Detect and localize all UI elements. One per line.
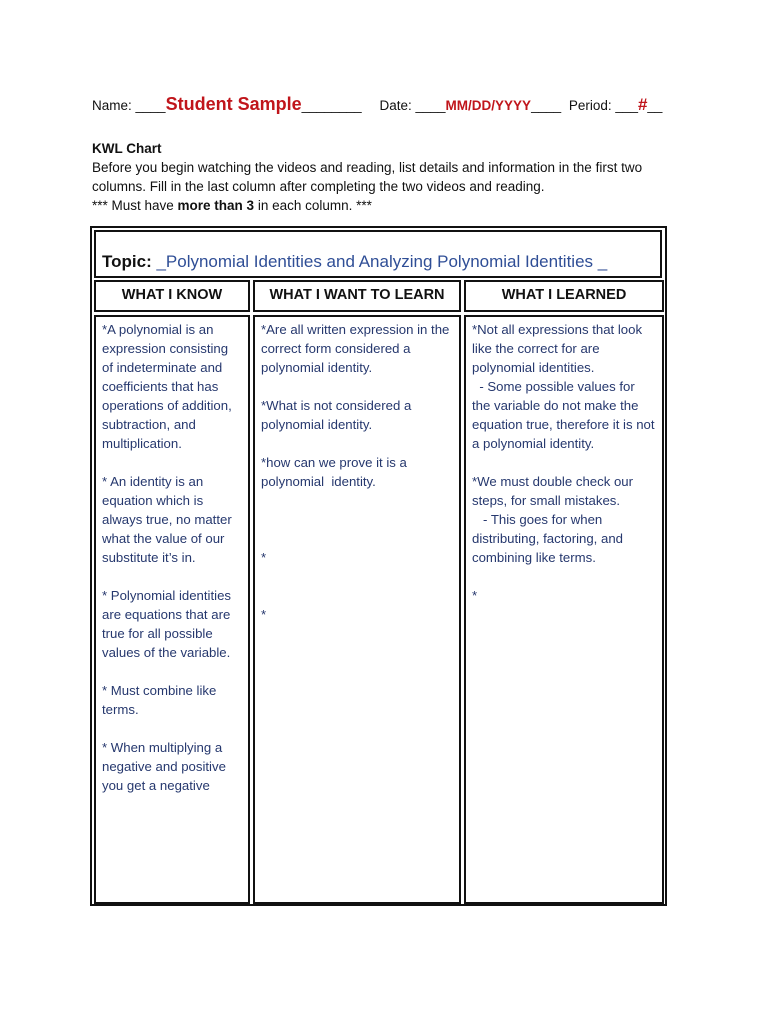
instructions [92,139,692,215]
instructions-text: Before you begin watching the videos and reading, list details and information in the first two columns. Fill in the last column after completing the two videos and reading. [92,160,643,194]
name-value: Student Sample [165,94,302,114]
topic-value: _Polynomial Identities and Analyzing Polynomial Identities _ [156,252,608,271]
column-body-learned: *Not all expressions that look like the correct for are polynomial identities. - Some possible values for the variable do not make the equation true, therefore it is not a polynomial identity. *We must double check our steps, for small mistakes. - This goes for when distributing, factoring, and combining like terms. * [464,315,664,904]
column-body-want-to-learn: *Are all written expression in the correct form considered a polynomial identity. *What is not considered a polynomial identity. *how can we prove it is a polynomial identity. * * [253,315,461,904]
period-label: Period: [568,98,612,113]
column-body-know: *A polynomial is an expression consisting of indeterminate and coefficients that has operations of addition, subtraction, and multiplication. * An identity is an equation which is always true, no matter what the value of our substitute it’s in. * Polynomial identities are equations that are true for all possible values of the variable. * Must combine like terms. * When multiplying a negative and positive you get a negative [94,315,250,904]
topic-label: Topic: [102,252,157,271]
kwl-chart-title: KWL Chart [92,141,162,156]
instructions-requirement [92,196,692,215]
column-header-learned: WHAT I LEARNED [464,280,664,312]
header-fields [92,94,692,115]
period-blank-before: ___ [615,98,638,113]
requirement-emphasis: more than 3 [177,198,255,213]
column-header-know: WHAT I KNOW [94,280,250,312]
date-blank-after: ____ [531,98,562,113]
column-header-want-to-learn: WHAT I WANT TO LEARN [253,280,461,312]
requirement-start: *** Must have [92,198,178,213]
date-blank-before: ____ [415,98,446,113]
topic-row [94,230,662,278]
requirement-end: in each column. *** [254,198,372,213]
name-blank-after: ________ [301,98,362,113]
period-value: # [637,95,648,114]
date-label: Date: [379,98,412,113]
period-blank-after: __ [647,98,663,113]
name-blank-before: ____ [135,98,166,113]
name-label: Name: [92,98,132,113]
date-value: MM/DD/YYYY [445,98,532,113]
